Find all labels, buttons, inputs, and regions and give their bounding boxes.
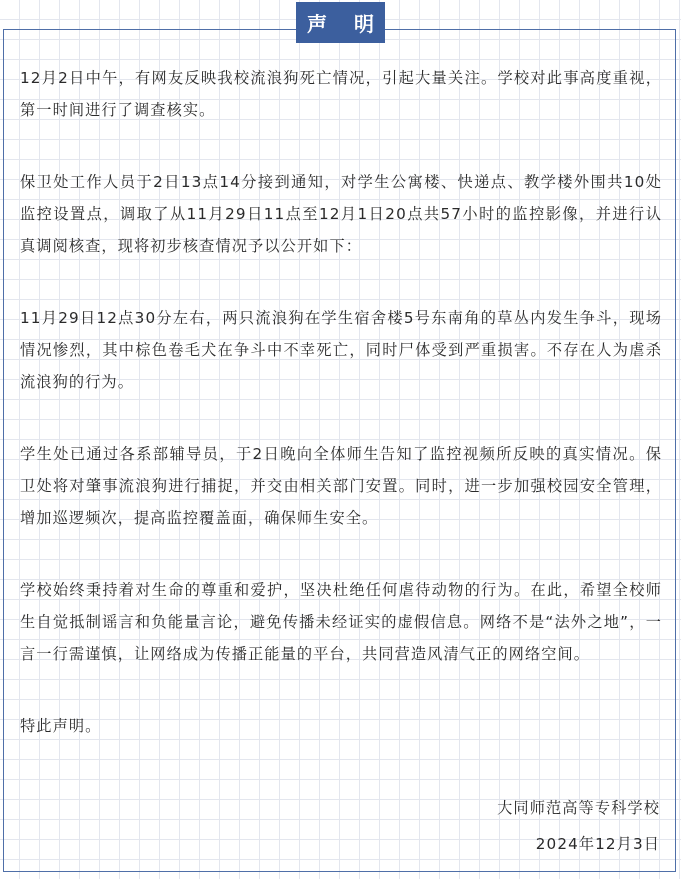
paragraph-incident: 12月2日中午，有网友反映我校流浪狗死亡情况，引起大量关注。学校对此事高度重视，第一时间进行了调查核实。 [20,69,662,119]
signature-date: 2024年12月3日 [535,835,660,853]
paragraph-closing: 特此声明。 [20,717,102,735]
signature-organization: 大同师范高等专科学校 [497,799,660,817]
paragraph-measures: 学生处已通过各系部辅导员，于2日晚向全体师生告知了监控视频所反映的真实情况。保卫处将对肇事流浪狗进行捕捉，并交由相关部门安置。同时，进一步加强校园安全管理，增加巡逻频次，提高监控覆盖面，确保师生安全。 [20,445,662,527]
paragraph-investigation: 保卫处工作人员于2日13点14分接到通知，对学生公寓楼、快递点、教学楼外围共10处监控设置点，调取了从11月29日11点至12月1日20点共57小时的监控影像，并进行认真调阅核查，现将初步核查情况予以公开如下： [20,173,662,255]
statement-body [20,62,662,742]
paragraph-appeal: 学校始终秉持着对生命的尊重和爱护，坚决杜绝任何虐待动物的行为。在此，希望全校师生自觉抵制谣言和负能量言论，避免传播未经证实的虚假信息。网络不是“法外之地”，一言一行需谨慎，让网络成为传播正能量的平台，共同营造风清气正的网络空间。 [20,581,662,663]
page-title: 声 明 [307,12,384,36]
paragraph-findings: 11月29日12点30分左右，两只流浪狗在学生宿舍楼5号东南角的草丛内发生争斗，现场情况惨烈，其中棕色卷毛犬在争斗中不幸死亡，同时尸体受到严重损害。不存在人为虐杀流浪狗的行为。 [20,309,662,391]
title-badge [296,2,385,43]
signature-block [497,792,660,860]
